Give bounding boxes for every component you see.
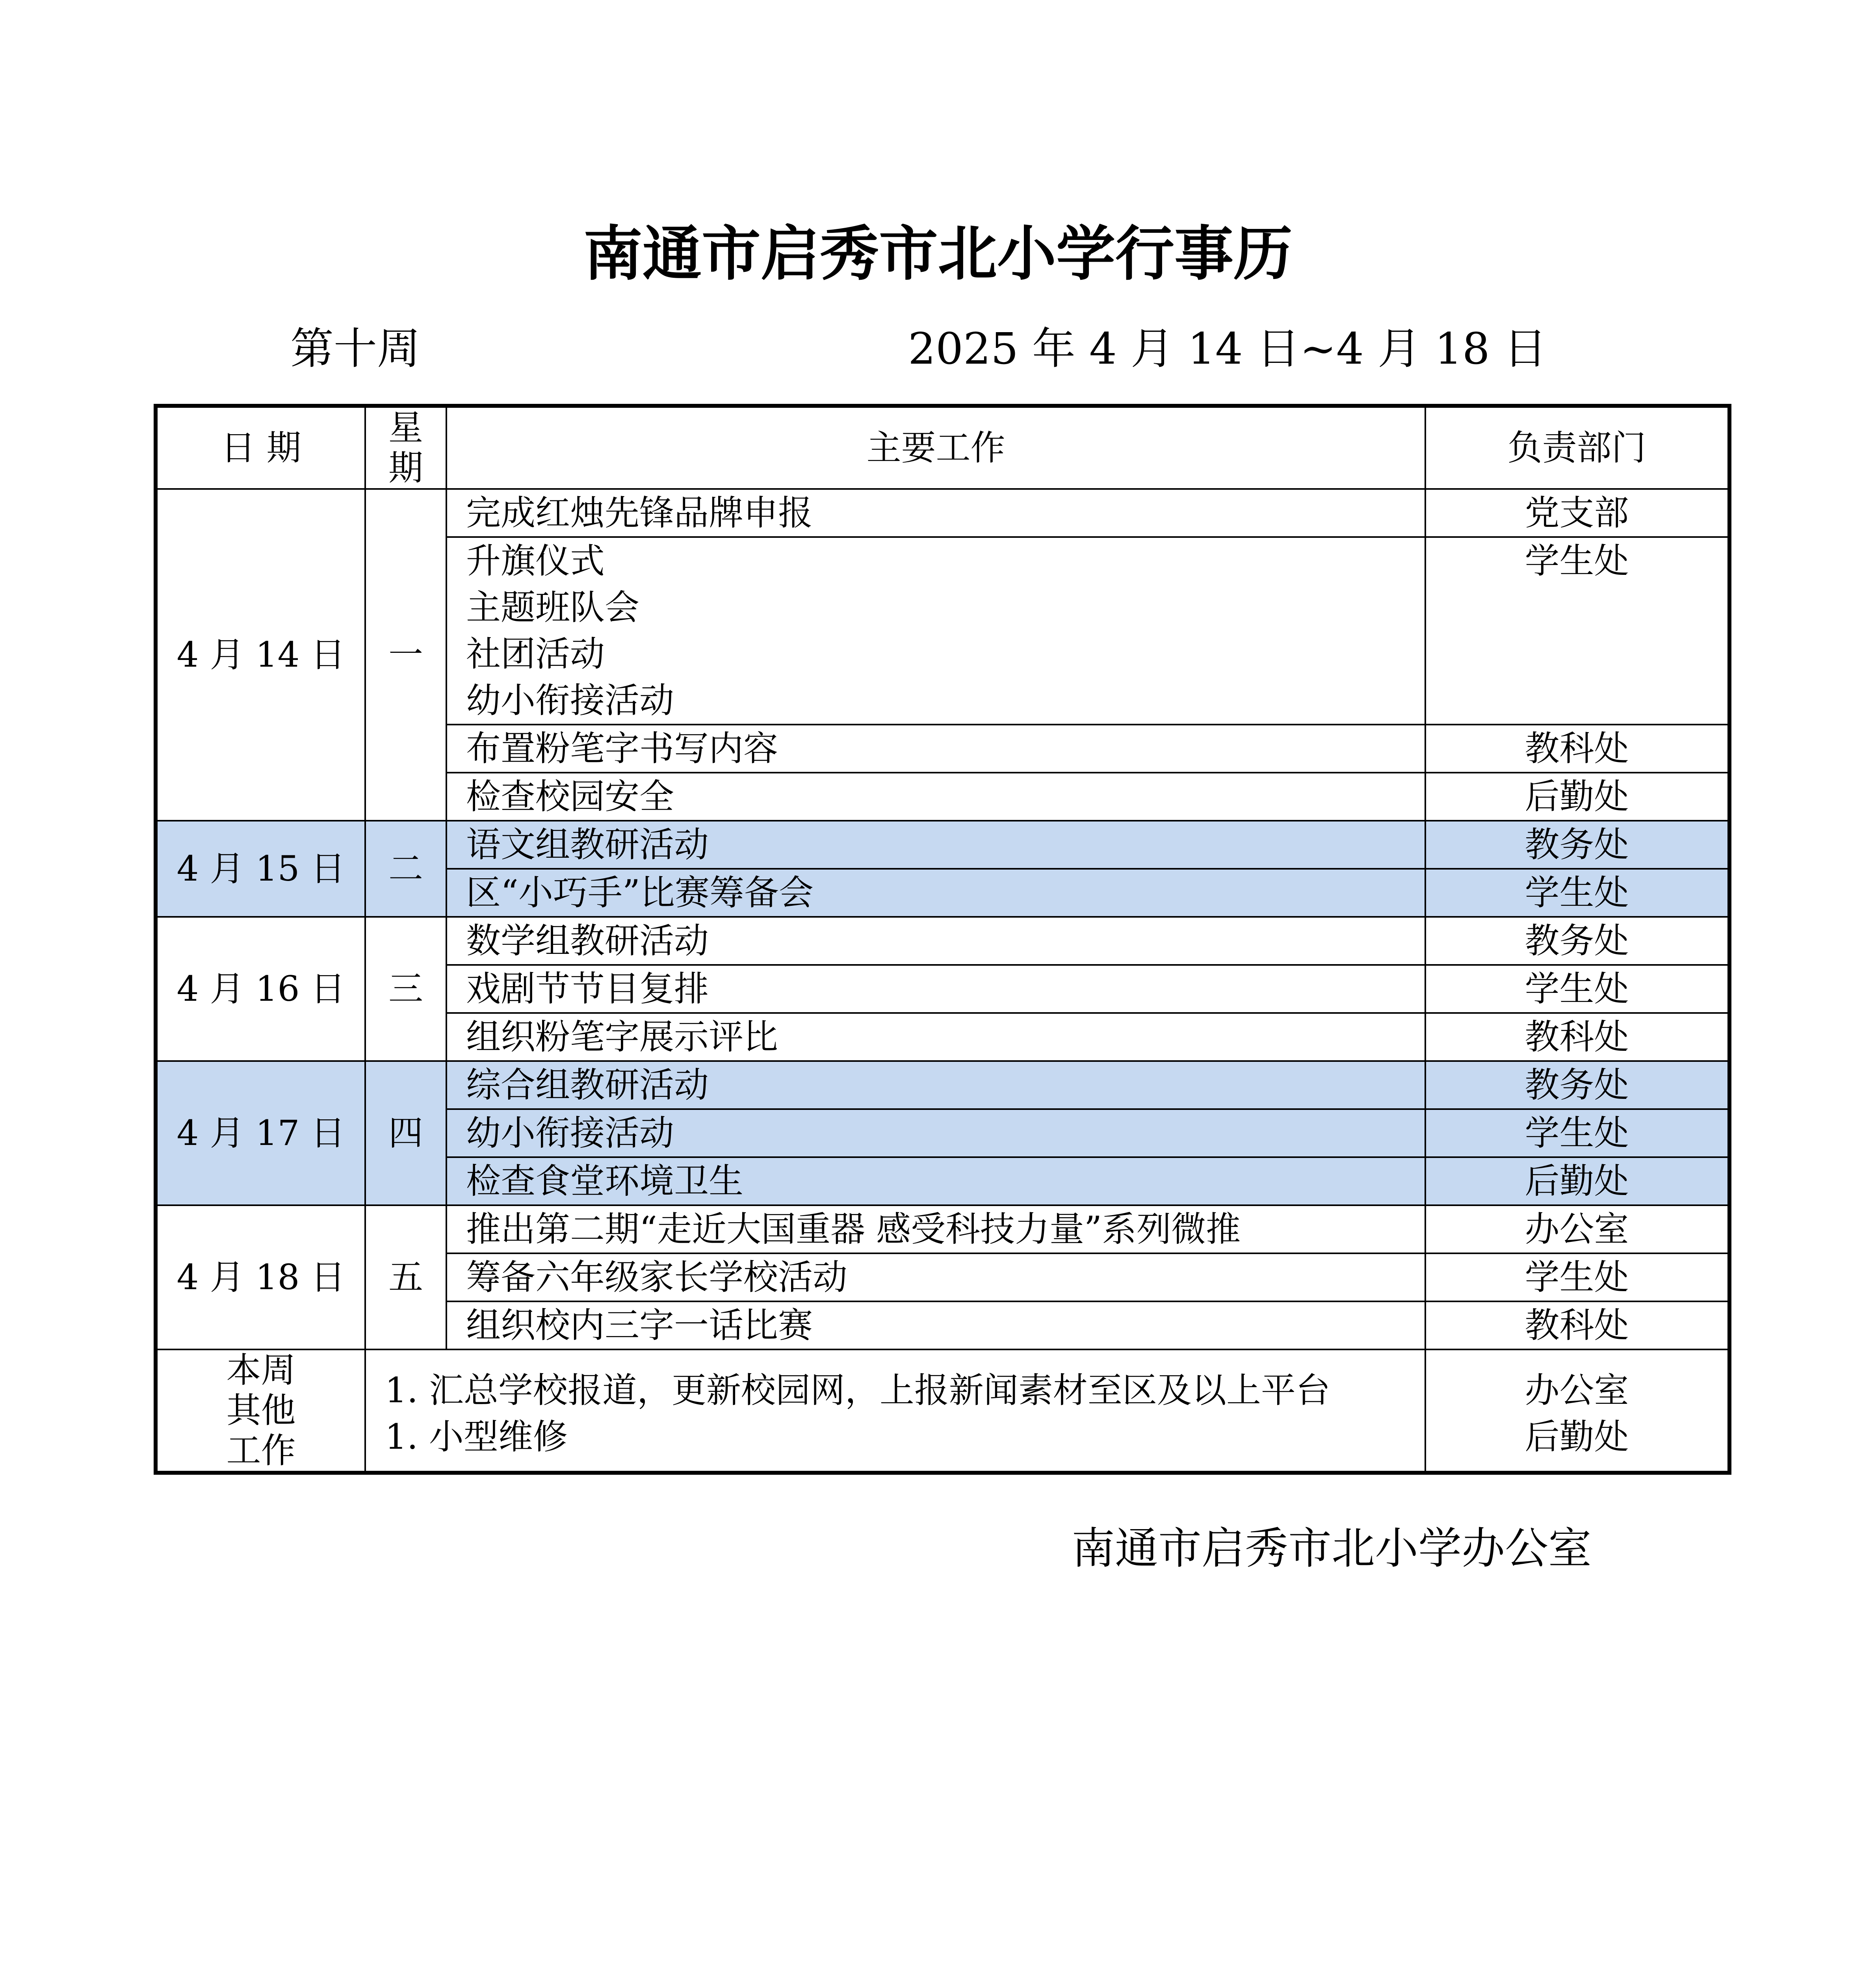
work-item: 组织粉笔字展示评比 [466,1017,778,1057]
other-work-dept: 后勤处 [1525,1416,1629,1457]
work-cell [446,917,1425,965]
date-range: 2025 年 4 月 14 日~4 月 18 日 [908,323,1547,374]
work-cell [446,1301,1425,1349]
other-work-row [156,1349,1729,1473]
header-work: 主要工作 [446,406,1425,489]
work-item: 主题班队会 [466,587,640,628]
dept-cell: 学生处 [1425,965,1729,1013]
work-cell [446,965,1425,1013]
date-cell: 4 月 17 日 [156,1061,365,1205]
table-row [156,1205,1729,1253]
work-item: 完成红烛先锋品牌申报 [466,492,813,533]
date-cell: 4 月 18 日 [156,1205,365,1349]
date-cell: 4 月 14 日 [156,489,365,821]
dept-cell: 教科处 [1425,725,1729,773]
date-cell: 4 月 15 日 [156,821,365,917]
work-item: 升旗仪式 [466,541,605,581]
dept-cell: 办公室 [1425,1205,1729,1253]
weekday-cell: 五 [365,1205,446,1349]
work-item: 戏剧节节目复排 [466,968,709,1009]
work-cell [446,1157,1425,1205]
page-title: 南通市启秀市北小学行事历 [583,220,1293,288]
work-cell [446,821,1425,869]
other-work-dept: 办公室 [1525,1370,1629,1411]
dept-cell: 教务处 [1425,917,1729,965]
header-weekday: 星 期 [365,406,446,489]
work-item: 区“小巧手”比赛筹备会 [466,872,814,913]
work-cell [446,1013,1425,1061]
dept-cell: 教务处 [1425,1061,1729,1109]
work-cell [446,725,1425,773]
table-row [156,917,1729,965]
work-item: 布置粉笔字书写内容 [466,728,778,769]
work-cell [446,537,1425,725]
work-cell [446,1253,1425,1301]
weekday-cell: 三 [365,917,446,1061]
work-cell [446,773,1425,821]
weekday-cell: 四 [365,1061,446,1205]
dept-cell: 教科处 [1425,1301,1729,1349]
dept-cell: 学生处 [1425,1253,1729,1301]
table-row [156,1061,1729,1109]
dept-cell: 教科处 [1425,1013,1729,1061]
schedule-table [154,404,1731,1475]
other-work-items [365,1349,1425,1473]
work-item: 数学组教研活动 [466,920,709,961]
work-item: 组织校内三字一话比赛 [466,1305,813,1346]
work-item: 幼小衔接活动 [466,1113,674,1153]
weekday-cell: 二 [365,821,446,917]
work-item: 语文组教研活动 [466,824,709,865]
work-item: 综合组教研活动 [466,1065,709,1105]
other-work-depts [1425,1349,1729,1473]
table-row [156,489,1729,537]
other-work-item: 1. 汇总学校报道，更新校园网，上报新闻素材至区及以上平台 [385,1370,1330,1411]
footer-signature: 南通市启秀市北小学办公室 [1072,1523,1592,1574]
header-dept: 负责部门 [1425,406,1729,489]
dept-cell: 学生处 [1425,1109,1729,1157]
dept-cell: 后勤处 [1425,1157,1729,1205]
weekday-cell: 一 [365,489,446,821]
work-cell [446,869,1425,917]
dept-cell: 后勤处 [1425,773,1729,821]
header-date: 日 期 [156,406,365,489]
work-cell [446,1109,1425,1157]
dept-cell: 党支部 [1425,489,1729,537]
table-header-row [156,406,1729,489]
dept-cell: 学生处 [1425,869,1729,917]
work-item: 检查食堂环境卫生 [466,1161,744,1201]
work-item: 幼小衔接活动 [466,680,674,721]
work-item: 检查校园安全 [466,776,674,817]
dept-cell: 教务处 [1425,821,1729,869]
other-work-label: 本周 其他 工作 [156,1349,365,1473]
work-item: 社团活动 [466,634,605,674]
work-item: 筹备六年级家长学校活动 [466,1257,848,1297]
week-label: 第十周 [290,323,420,374]
work-cell [446,1205,1425,1253]
date-cell: 4 月 16 日 [156,917,365,1061]
work-cell [446,489,1425,537]
dept-cell: 学生处 [1425,537,1729,725]
work-cell [446,1061,1425,1109]
work-item: 推出第二期“走近大国重器 感受科技力量”系列微推 [466,1209,1241,1249]
other-work-item: 1. 小型维修 [385,1416,568,1457]
table-row [156,821,1729,869]
